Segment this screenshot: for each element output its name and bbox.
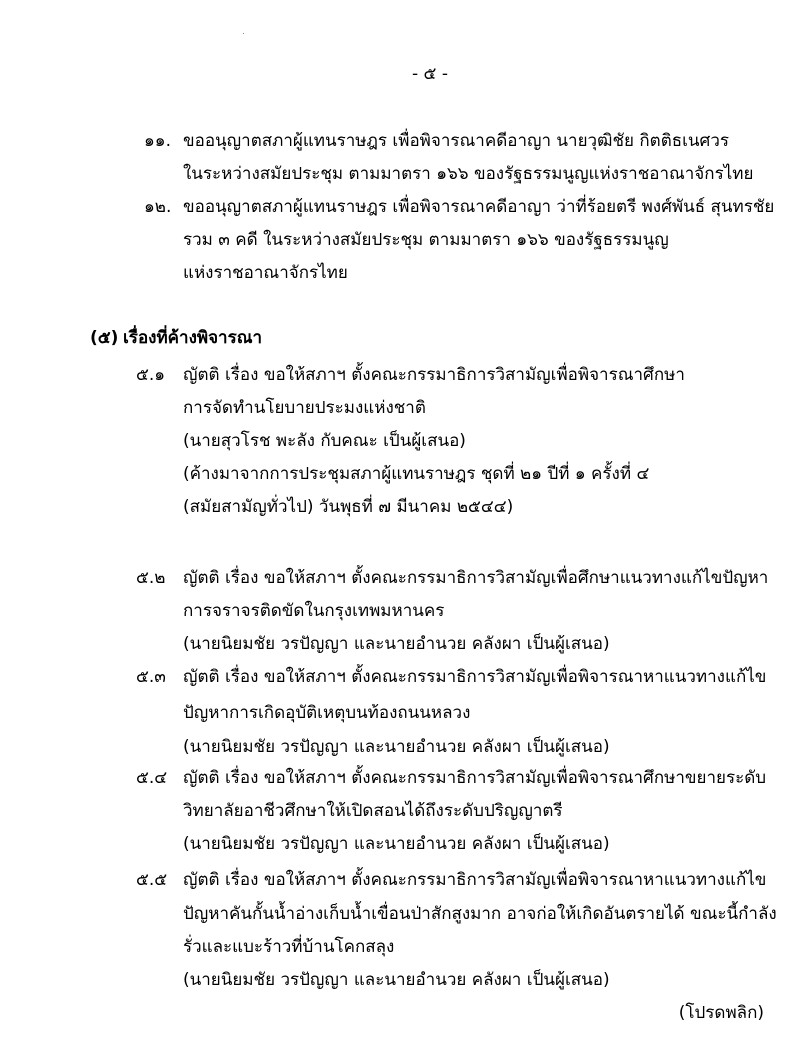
item-5-4-number: ๕.๔: [136, 768, 168, 788]
item-5-1-line-3: (นายสุวโรช พะลัง กับคณะ เป็นผู้เสนอ): [183, 431, 466, 451]
item-5-5-number: ๕.๕: [136, 870, 168, 890]
item-11-number: ๑๑.: [144, 131, 171, 151]
item-5-5-line-2: ปัญหาคันกั้นน้ำอ่างเก็บน้ำเขื่อนป่าสักสูงมาก อาจก่อให้เกิดอันตรายได้ ขณะนี้กำลัง: [183, 904, 777, 924]
item-5-3-line-1: ญัตติ เรื่อง ขอให้สภาฯ ตั้งคณะกรรมาธิการวิสามัญเพื่อพิจารณาหาแนวทางแก้ไข: [183, 667, 767, 687]
item-5-1-line-1: ญัตติ เรื่อง ขอให้สภาฯ ตั้งคณะกรรมาธิการวิสามัญเพื่อพิจารณาศึกษา: [183, 365, 685, 385]
item-5-5-line-3: รั่วและแบะร้าวที่บ้านโคกสลุง: [183, 937, 395, 957]
item-5-3-line-3: (นายนิยมชัย วรปัญญา และนายอำนวย คลังผา เป็นผู้เสนอ): [183, 737, 610, 757]
item-12-line-1: ขออนุญาตสภาผู้แทนราษฎร เพื่อพิจารณาคดีอาญา ว่าที่ร้อยตรี พงศ์พันธ์ สุนทรชัย: [183, 197, 775, 217]
footer-note: (โปรดพลิก): [678, 1003, 764, 1023]
item-5-1-number: ๕.๑: [136, 365, 166, 385]
item-5-5-line-1: ญัตติ เรื่อง ขอให้สภาฯ ตั้งคณะกรรมาธิการวิสามัญเพื่อพิจารณาหาแนวทางแก้ไข: [183, 870, 767, 890]
page-number: - ๕ -: [412, 64, 448, 84]
item-12-line-2: รวม ๓ คดี ในระหว่างสมัยประชุม ตามมาตรา ๑๖๖ ของรัฐธรรมนูญ: [183, 230, 669, 250]
item-12-line-3: แห่งราชอาณาจักรไทย: [183, 263, 348, 283]
item-5-4-line-1: ญัตติ เรื่อง ขอให้สภาฯ ตั้งคณะกรรมาธิการวิสามัญเพื่อพิจารณาศึกษาขยายระดับ: [183, 768, 767, 788]
item-5-1-line-4: (ค้างมาจากการประชุมสภาผู้แทนราษฎร ชุดที่ ๒๑ ปีที่ ๑ ครั้งที่ ๔: [183, 464, 650, 484]
scan-speck: [243, 33, 244, 34]
item-11-line-2: ในระหว่างสมัยประชุม ตามมาตรา ๑๖๖ ของรัฐธรรมนูญแห่งราชอาณาจักรไทย: [183, 164, 754, 184]
item-5-4-line-3: (นายนิยมชัย วรปัญญา และนายอำนวย คลังผา เป็นผู้เสนอ): [183, 834, 610, 854]
item-5-1-line-5: (สมัยสามัญทั่วไป) วันพุธที่ ๗ มีนาคม ๒๕๔๔): [183, 497, 514, 517]
item-5-2-line-2: การจราจรติดขัดในกรุงเทพมหานคร: [183, 601, 445, 621]
item-11-line-1: ขออนุญาตสภาผู้แทนราษฎร เพื่อพิจารณาคดีอาญา นายวุฒิชัย กิตติธเนศวร: [183, 131, 730, 151]
item-5-1-line-2: การจัดทำนโยบายประมงแห่งชาติ: [183, 398, 426, 418]
item-5-2-number: ๕.๒: [136, 568, 166, 588]
item-5-3-number: ๕.๓: [136, 667, 166, 687]
item-5-2-line-3: (นายนิยมชัย วรปัญญา และนายอำนวย คลังผา เป็นผู้เสนอ): [183, 634, 610, 654]
item-12-number: ๑๒.: [144, 197, 172, 217]
item-5-2-line-1: ญัตติ เรื่อง ขอให้สภาฯ ตั้งคณะกรรมาธิการวิสามัญเพื่อศึกษาแนวทางแก้ไขปัญหา: [183, 568, 769, 588]
section-number: (๕): [90, 328, 119, 348]
item-5-5-line-4: (นายนิยมชัย วรปัญญา และนายอำนวย คลังผา เป็นผู้เสนอ): [183, 970, 610, 990]
item-5-4-line-2: วิทยาลัยอาชีวศึกษาให้เปิดสอนได้ถึงระดับปริญญาตรี: [183, 801, 563, 821]
section-title: เรื่องที่ค้างพิจารณา: [123, 328, 263, 348]
item-5-3-line-2: ปัญหาการเกิดอุบัติเหตุบนท้องถนนหลวง: [183, 703, 471, 723]
